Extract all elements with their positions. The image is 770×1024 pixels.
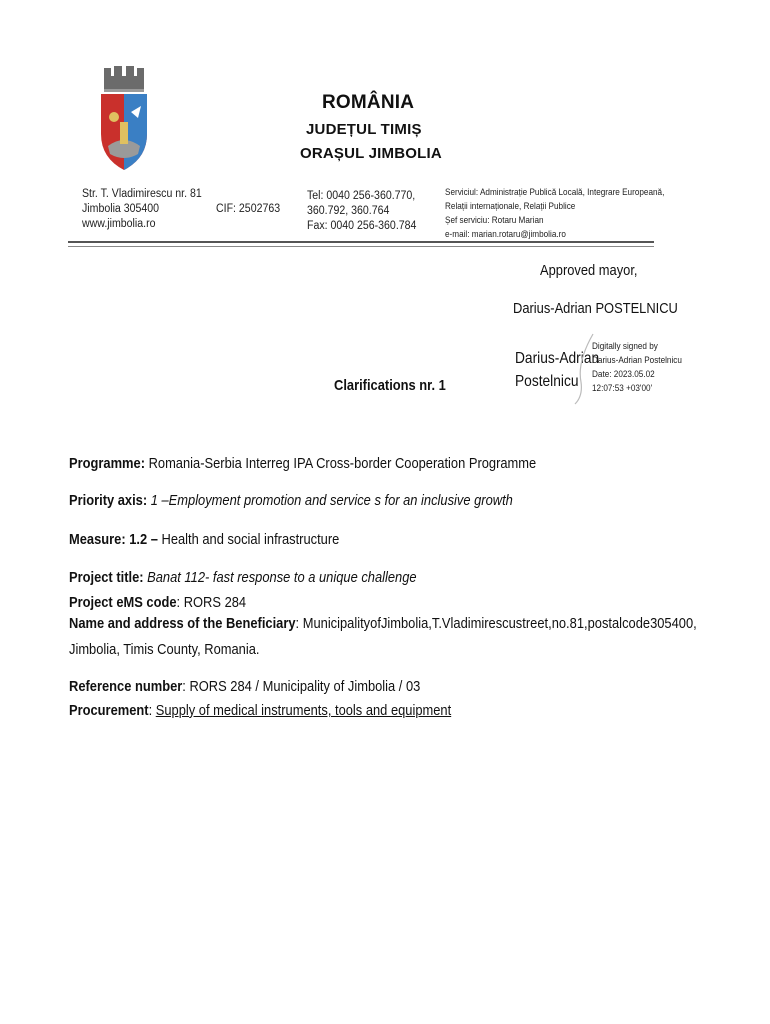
- reference-value: : RORS 284 / Municipality of Jimbolia / 03: [182, 678, 421, 695]
- address-street: Str. T. Vladimirescu nr. 81: [82, 188, 202, 200]
- address-city: Jimbolia 305400: [82, 203, 160, 215]
- measure-line: [69, 530, 339, 550]
- procurement-label: Procurement: [69, 702, 149, 719]
- ems-label: Project eMS code: [69, 594, 177, 611]
- letterhead-address: [82, 187, 202, 232]
- signature-meta-2: Darius-Adrian Postelnicu: [592, 355, 682, 366]
- project-title-line: [69, 568, 417, 588]
- procurement-line: [69, 701, 451, 721]
- beneficiary-word-10: 305400,: [650, 615, 697, 632]
- fax-line: Fax: 0040 256-360.784: [307, 220, 417, 232]
- programme-label: Programme:: [69, 455, 145, 472]
- document-heading: Clarifications nr. 1: [334, 377, 446, 394]
- beneficiary-word-2: Jimbolia,: [380, 615, 432, 632]
- ems-value: : RORS 284: [176, 594, 247, 611]
- project-title-value: Banat 112- fast response to a unique challenge: [143, 569, 417, 586]
- beneficiary-label: Name and address of the Beneficiary: [69, 615, 296, 632]
- letterhead-county: JUDEȚUL TIMIȘ: [306, 121, 422, 138]
- beneficiary-word-6: no.: [551, 615, 570, 632]
- header-divider-thin: [68, 246, 654, 247]
- beneficiary-word-5: street,: [515, 615, 552, 632]
- jimbolia-coat-of-arms: [98, 62, 150, 174]
- beneficiary-justified: [69, 614, 697, 634]
- letterhead-town: ORAȘUL JIMBOLIA: [300, 145, 442, 162]
- mayor-name: Darius-Adrian POSTELNICU: [513, 300, 678, 317]
- priority-value: 1 –Employment promotion and service s for an inclusive growth: [147, 492, 513, 509]
- beneficiary-word-7: 81,: [569, 615, 588, 632]
- letterhead-cif: CIF: 2502763: [216, 203, 281, 215]
- signature-meta-1: Digitally signed by: [592, 341, 658, 352]
- priority-axis-line: [69, 491, 513, 511]
- reference-number-line: [69, 677, 420, 697]
- signature-meta-4: 12:07:53 +03'00': [592, 383, 653, 394]
- priority-label: Priority axis:: [69, 492, 148, 509]
- procurement-value: Supply of medical instruments, tools and equipment: [155, 702, 452, 719]
- service-line-2: Relații internaționale, Relații Publice: [445, 201, 576, 212]
- address-website: www.jimbolia.ro: [82, 218, 156, 230]
- beneficiary-line: [69, 614, 770, 634]
- digital-signature-details: [592, 340, 682, 396]
- service-line-3: Șef serviciu: Rotaru Marian: [445, 215, 544, 226]
- beneficiary-word-3: T.: [431, 615, 442, 632]
- letterhead-phones: [307, 189, 416, 234]
- measure-label: Measure: 1.2 –: [69, 531, 158, 548]
- beneficiary-first: [69, 614, 370, 634]
- reference-label: Reference number: [69, 678, 183, 695]
- measure-value: Health and social infrastructure: [157, 531, 340, 548]
- beneficiary-word-8: postal: [587, 615, 623, 632]
- beneficiary-continuation: Jimbolia, Timis County, Romania.: [69, 641, 260, 658]
- approved-label: Approved mayor,: [540, 262, 638, 279]
- phone-line-1: Tel: 0040 256-360.770,: [307, 190, 416, 202]
- beneficiary-word-9: code: [622, 615, 651, 632]
- service-line-4: e-mail: marian.rotaru@jimbolia.ro: [445, 229, 566, 240]
- service-line-1: Serviciul: Administrație Publică Locală, Integrare Europeană,: [445, 187, 665, 198]
- letterhead-country: ROMÂNIA: [322, 92, 415, 113]
- beneficiary-word-4: Vladimirescu: [441, 615, 516, 632]
- procurement-separator: :: [148, 702, 156, 719]
- ems-code-line: [69, 593, 246, 613]
- phone-line-2: 360.792, 360.764: [307, 205, 390, 217]
- header-divider: [68, 241, 654, 243]
- beneficiary-word-0: : Municipality: [295, 615, 371, 632]
- programme-line: [69, 454, 536, 474]
- signature-last-name: Postelnicu: [515, 373, 579, 390]
- signature-first-name: Darius-Adrian: [515, 350, 600, 367]
- project-title-label: Project title:: [69, 569, 144, 586]
- programme-value: Romania-Serbia Interreg IPA Cross-border Cooperation Programme: [144, 455, 537, 472]
- letterhead-service: [445, 186, 664, 242]
- beneficiary-word-1: of: [370, 615, 381, 632]
- signature-meta-3: Date: 2023.05.02: [592, 369, 655, 380]
